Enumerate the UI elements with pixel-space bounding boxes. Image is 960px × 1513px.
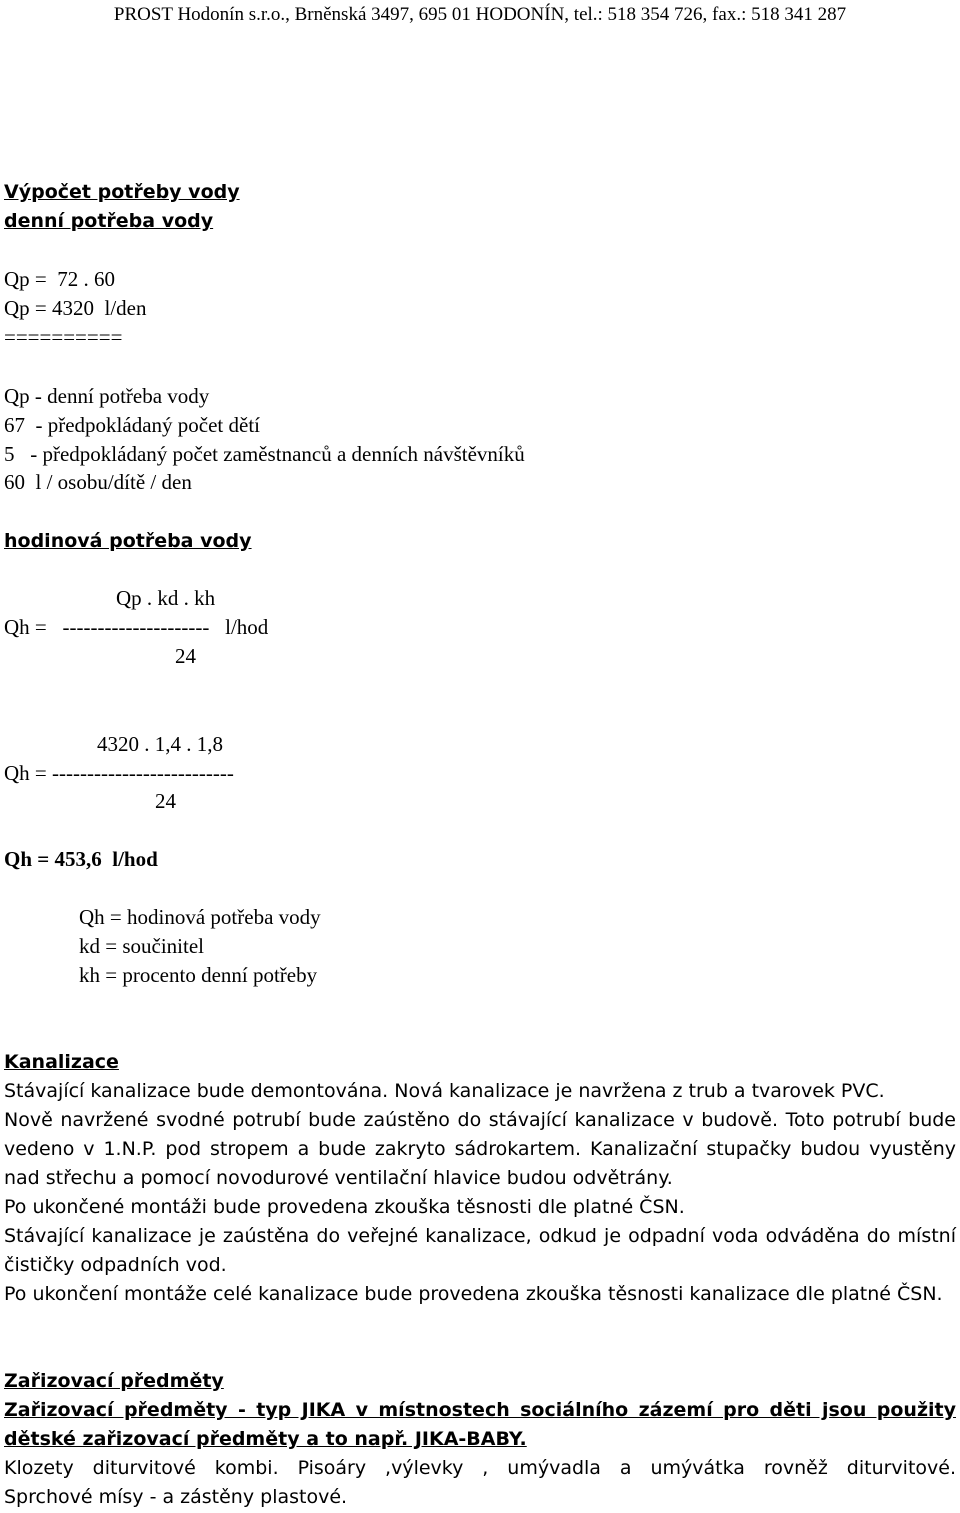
- legend-rate: 60 l / osobu/dítě / den: [4, 470, 192, 494]
- legend-staff: 5 - předpokládaný počet zaměstnanců a denních návštěvníků: [4, 442, 525, 466]
- qh-result: Qh = 453,6 l/hod: [4, 847, 158, 871]
- sewer-paragraph-3: Stávající kanalizace je zaústěna do veřejné kanalizace, odkud je odpadní voda odváděna do místní čističky odpadních vod.: [4, 1225, 956, 1276]
- legend-qp: Qp - denní potřeba vody: [4, 384, 210, 408]
- legend-kd: kd = součinitel: [79, 934, 204, 958]
- legend-qh: Qh = hodinová potřeba vody: [79, 905, 321, 929]
- separator: ==========: [4, 325, 123, 349]
- formula2-numerator: 4320 . 1,4 . 1,8: [97, 732, 223, 756]
- formula2-line: Qh = --------------------------: [4, 761, 234, 785]
- sewer-paragraph-1-line-1: Stávající kanalizace bude demontována. Nová kanalizace je navržena z trub a tvarovek PVC.: [4, 1080, 885, 1102]
- formula2-denominator: 24: [155, 789, 176, 813]
- sewer-paragraph-1: Nově navržené svodné potrubí bude zaústěno do stávající kanalizace v budově. Toto potrubí bude vedeno v 1.N.P. pod stropem a bude zakryto sádrokartem. Kanalizační stupačky budou vyustěny nad střechu a pomocí novodurové ventilační hlavice budou odvětrány.: [4, 1109, 956, 1189]
- legend-kh: kh = procento denní potřeby: [79, 963, 318, 987]
- formula1-numerator: Qp . kd . kh: [116, 586, 216, 610]
- fixtures-line-1: Klozety diturvitové kombi. Pisoáry ,výlevky , umývadla a umývátka rovněž diturvitové.: [4, 1457, 956, 1479]
- sewer-paragraph-4: Po ukončení montáže celé kanalizace bude provedena zkouška těsnosti kanalizace dle platné ČSN.: [4, 1283, 943, 1305]
- sewer-heading: Kanalizace: [4, 1051, 119, 1073]
- qp-result: Qp = 4320 l/den: [4, 296, 147, 320]
- qp-formula: Qp = 72 . 60: [4, 267, 116, 291]
- hourly-demand-heading: hodinová potřeba vody: [4, 530, 252, 552]
- fixtures-heading: Zařizovací předměty: [4, 1370, 224, 1392]
- sewer-paragraph-2: Po ukončené montáži bude provedena zkouška těsnosti dle platné ČSN.: [4, 1196, 685, 1218]
- daily-demand-heading: denní potřeba vody: [4, 210, 214, 232]
- section-title-water-calc: Výpočet potřeby vody: [4, 181, 240, 203]
- legend-children: 67 - předpokládaný počet dětí: [4, 413, 260, 437]
- fixtures-bold-line-1: Zařizovací předměty - typ JIKA v místnostech sociálního zázemí pro děti jsou použity: [4, 1399, 956, 1421]
- fixtures-bold-line-2: dětské zařizovací předměty a to např. JIKA-BABY.: [4, 1428, 527, 1450]
- formula1-line: Qh = --------------------- l/hod: [4, 615, 269, 639]
- formula1-denominator: 24: [175, 644, 196, 668]
- page-header: PROST Hodonín s.r.o., Brněnská 3497, 695 01 HODONÍN, tel.: 518 354 726, fax.: 518 341 287: [113, 4, 847, 25]
- fixtures-line-2: Sprchové mísy - a zástěny plastové.: [4, 1486, 348, 1508]
